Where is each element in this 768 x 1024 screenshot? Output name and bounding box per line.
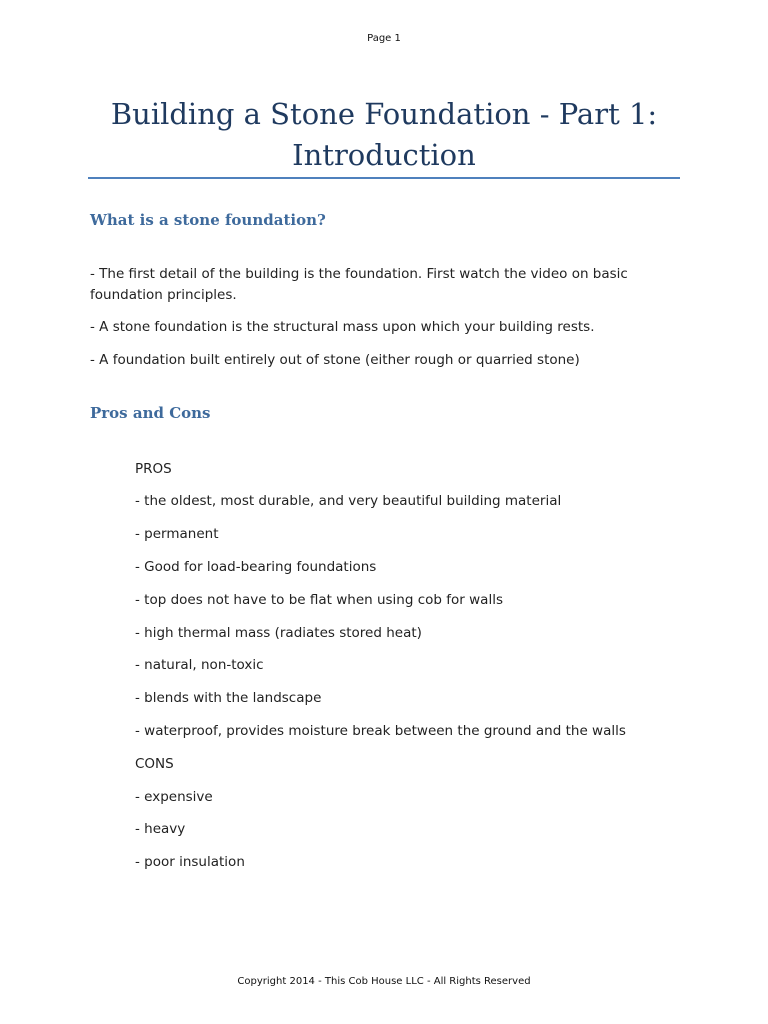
section-heading-pros-cons: Pros and Cons xyxy=(90,404,211,422)
paragraph-1: - The first detail of the building is the foundation. First watch the video on basic foundation principles. xyxy=(90,266,628,303)
list-item: - natural, non-toxic xyxy=(135,657,264,673)
list-item: - top does not have to be flat when using cob for walls xyxy=(135,592,503,608)
list-item: - high thermal mass (radiates stored heat) xyxy=(135,625,422,641)
list-item: - poor insulation xyxy=(135,854,245,870)
paragraph-3: - A foundation built entirely out of stone (either rough or quarried stone) xyxy=(90,352,580,368)
title-line-1: Building a Stone Foundation - Part 1: xyxy=(110,97,658,131)
section-heading-what-is: What is a stone foundation? xyxy=(90,211,326,229)
list-item: - Good for load-bearing foundations xyxy=(135,559,377,575)
title-divider xyxy=(88,177,680,179)
list-item: - waterproof, provides moisture break between the ground and the walls xyxy=(135,723,626,739)
list-item: - expensive xyxy=(135,789,213,805)
cons-label: CONS xyxy=(135,756,174,772)
pros-label: PROS xyxy=(135,461,172,477)
list-item: - the oldest, most durable, and very beautiful building material xyxy=(135,493,562,509)
paragraph-2: - A stone foundation is the structural mass upon which your building rests. xyxy=(90,319,595,335)
list-item: - permanent xyxy=(135,526,219,542)
page-footer: Copyright 2014 - This Cob House LLC - All Rights Reserved xyxy=(237,976,531,987)
page-header: Page 1 xyxy=(367,33,401,44)
list-item: - heavy xyxy=(135,821,186,837)
list-item: - blends with the landscape xyxy=(135,690,322,706)
title-line-2: Introduction xyxy=(292,138,476,172)
document-title xyxy=(88,94,680,176)
